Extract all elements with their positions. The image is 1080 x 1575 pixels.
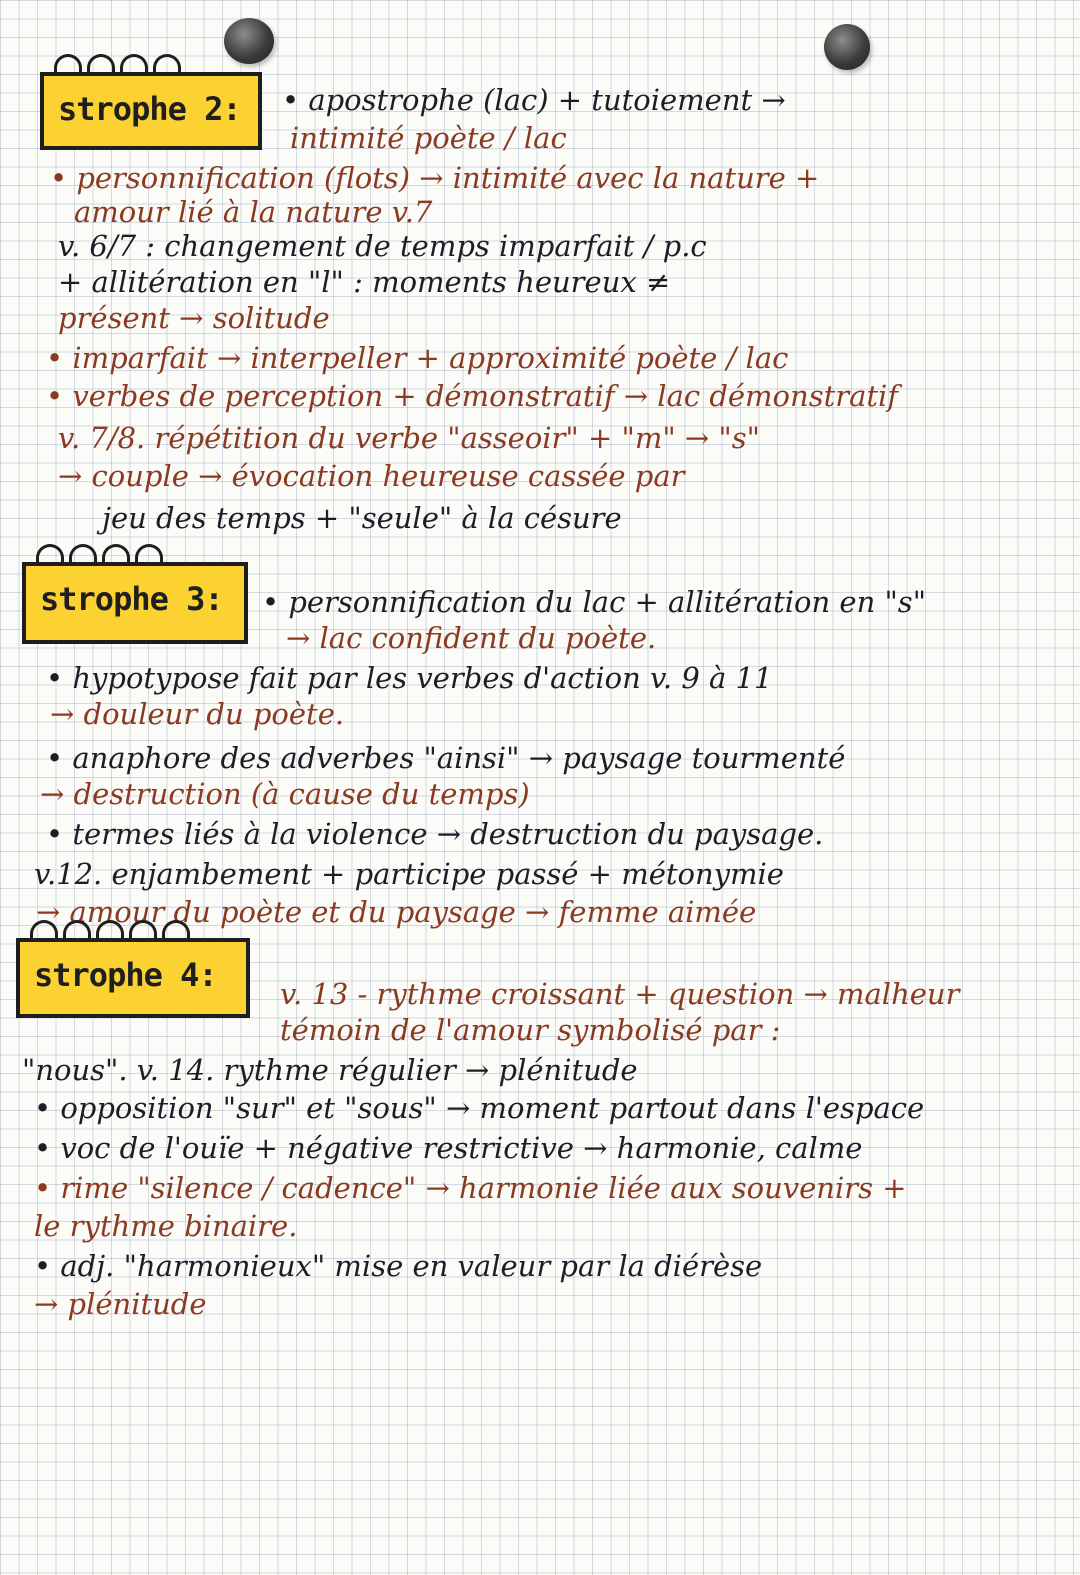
spiral-decoration-icon <box>54 54 181 74</box>
heading-label: strophe 3: <box>40 580 223 618</box>
spiral-decoration-icon <box>36 544 163 564</box>
note-line: le rythme binaire. <box>34 1209 298 1243</box>
heading-label: strophe 2: <box>58 90 241 128</box>
note-line: • personnification (flots) → intimité avec la nature + <box>50 161 820 195</box>
heading-label: strophe 4: <box>34 956 217 994</box>
note-line: amour lié à la nature v.7 <box>74 195 433 229</box>
note-line: témoin de l'amour symbolisé par : <box>280 1013 781 1047</box>
note-line: • voc de l'ouïe + négative restrictive → harmonie, calme <box>34 1131 863 1165</box>
heading-strophe-2 <box>40 72 262 150</box>
note-line: → plénitude <box>34 1287 207 1321</box>
note-line: + allitération en "l" : moments heureux ≠ <box>58 265 671 299</box>
note-line: • rime "silence / cadence" → harmonie liée aux souvenirs + <box>34 1171 907 1205</box>
note-line: jeu des temps + "seule" à la césure <box>102 501 622 535</box>
note-line: → destruction (à cause du temps) <box>40 777 530 811</box>
note-line: → amour du poète et du paysage → femme aimée <box>36 895 757 929</box>
spiral-decoration-icon <box>30 920 190 940</box>
heading-strophe-3 <box>22 562 248 644</box>
note-line: → lac confident du poète. <box>286 621 657 655</box>
note-line: v. 6/7 : changement de temps imparfait / p.c <box>58 229 707 263</box>
note-line: "nous". v. 14. rythme régulier → plénitude <box>22 1053 638 1087</box>
note-line: v. 7/8. répétition du verbe "asseoir" + "m" → "s" <box>58 421 760 455</box>
note-line: • imparfait → interpeller + approximité poète / lac <box>46 341 789 375</box>
note-line: • anaphore des adverbes "ainsi" → paysage tourmenté <box>46 741 846 775</box>
note-line: intimité poète / lac <box>290 121 567 155</box>
note-line: v. 13 - rythme croissant + question → malheur <box>280 977 960 1011</box>
pushpin-icon <box>224 18 274 64</box>
note-line: v.12. enjambement + participe passé + métonymie <box>34 857 784 891</box>
note-line: • termes liés à la violence → destruction du paysage. <box>46 817 824 851</box>
heading-strophe-4 <box>16 938 250 1018</box>
note-line: • personnification du lac + allitération en "s" <box>262 585 927 619</box>
note-line: • verbes de perception + démonstratif → lac démonstratif <box>46 379 899 413</box>
note-line: • adj. "harmonieux" mise en valeur par la diérèse <box>34 1249 763 1283</box>
note-line: présent → solitude <box>58 301 330 335</box>
pushpin-icon <box>824 24 870 70</box>
note-line: • apostrophe (lac) + tutoiement → <box>282 83 786 117</box>
note-line: → douleur du poète. <box>50 697 345 731</box>
note-line: • opposition "sur" et "sous" → moment partout dans l'espace <box>34 1091 925 1125</box>
note-line: → couple → évocation heureuse cassée par <box>58 459 685 493</box>
note-line: • hypotypose fait par les verbes d'action v. 9 à 11 <box>46 661 773 695</box>
